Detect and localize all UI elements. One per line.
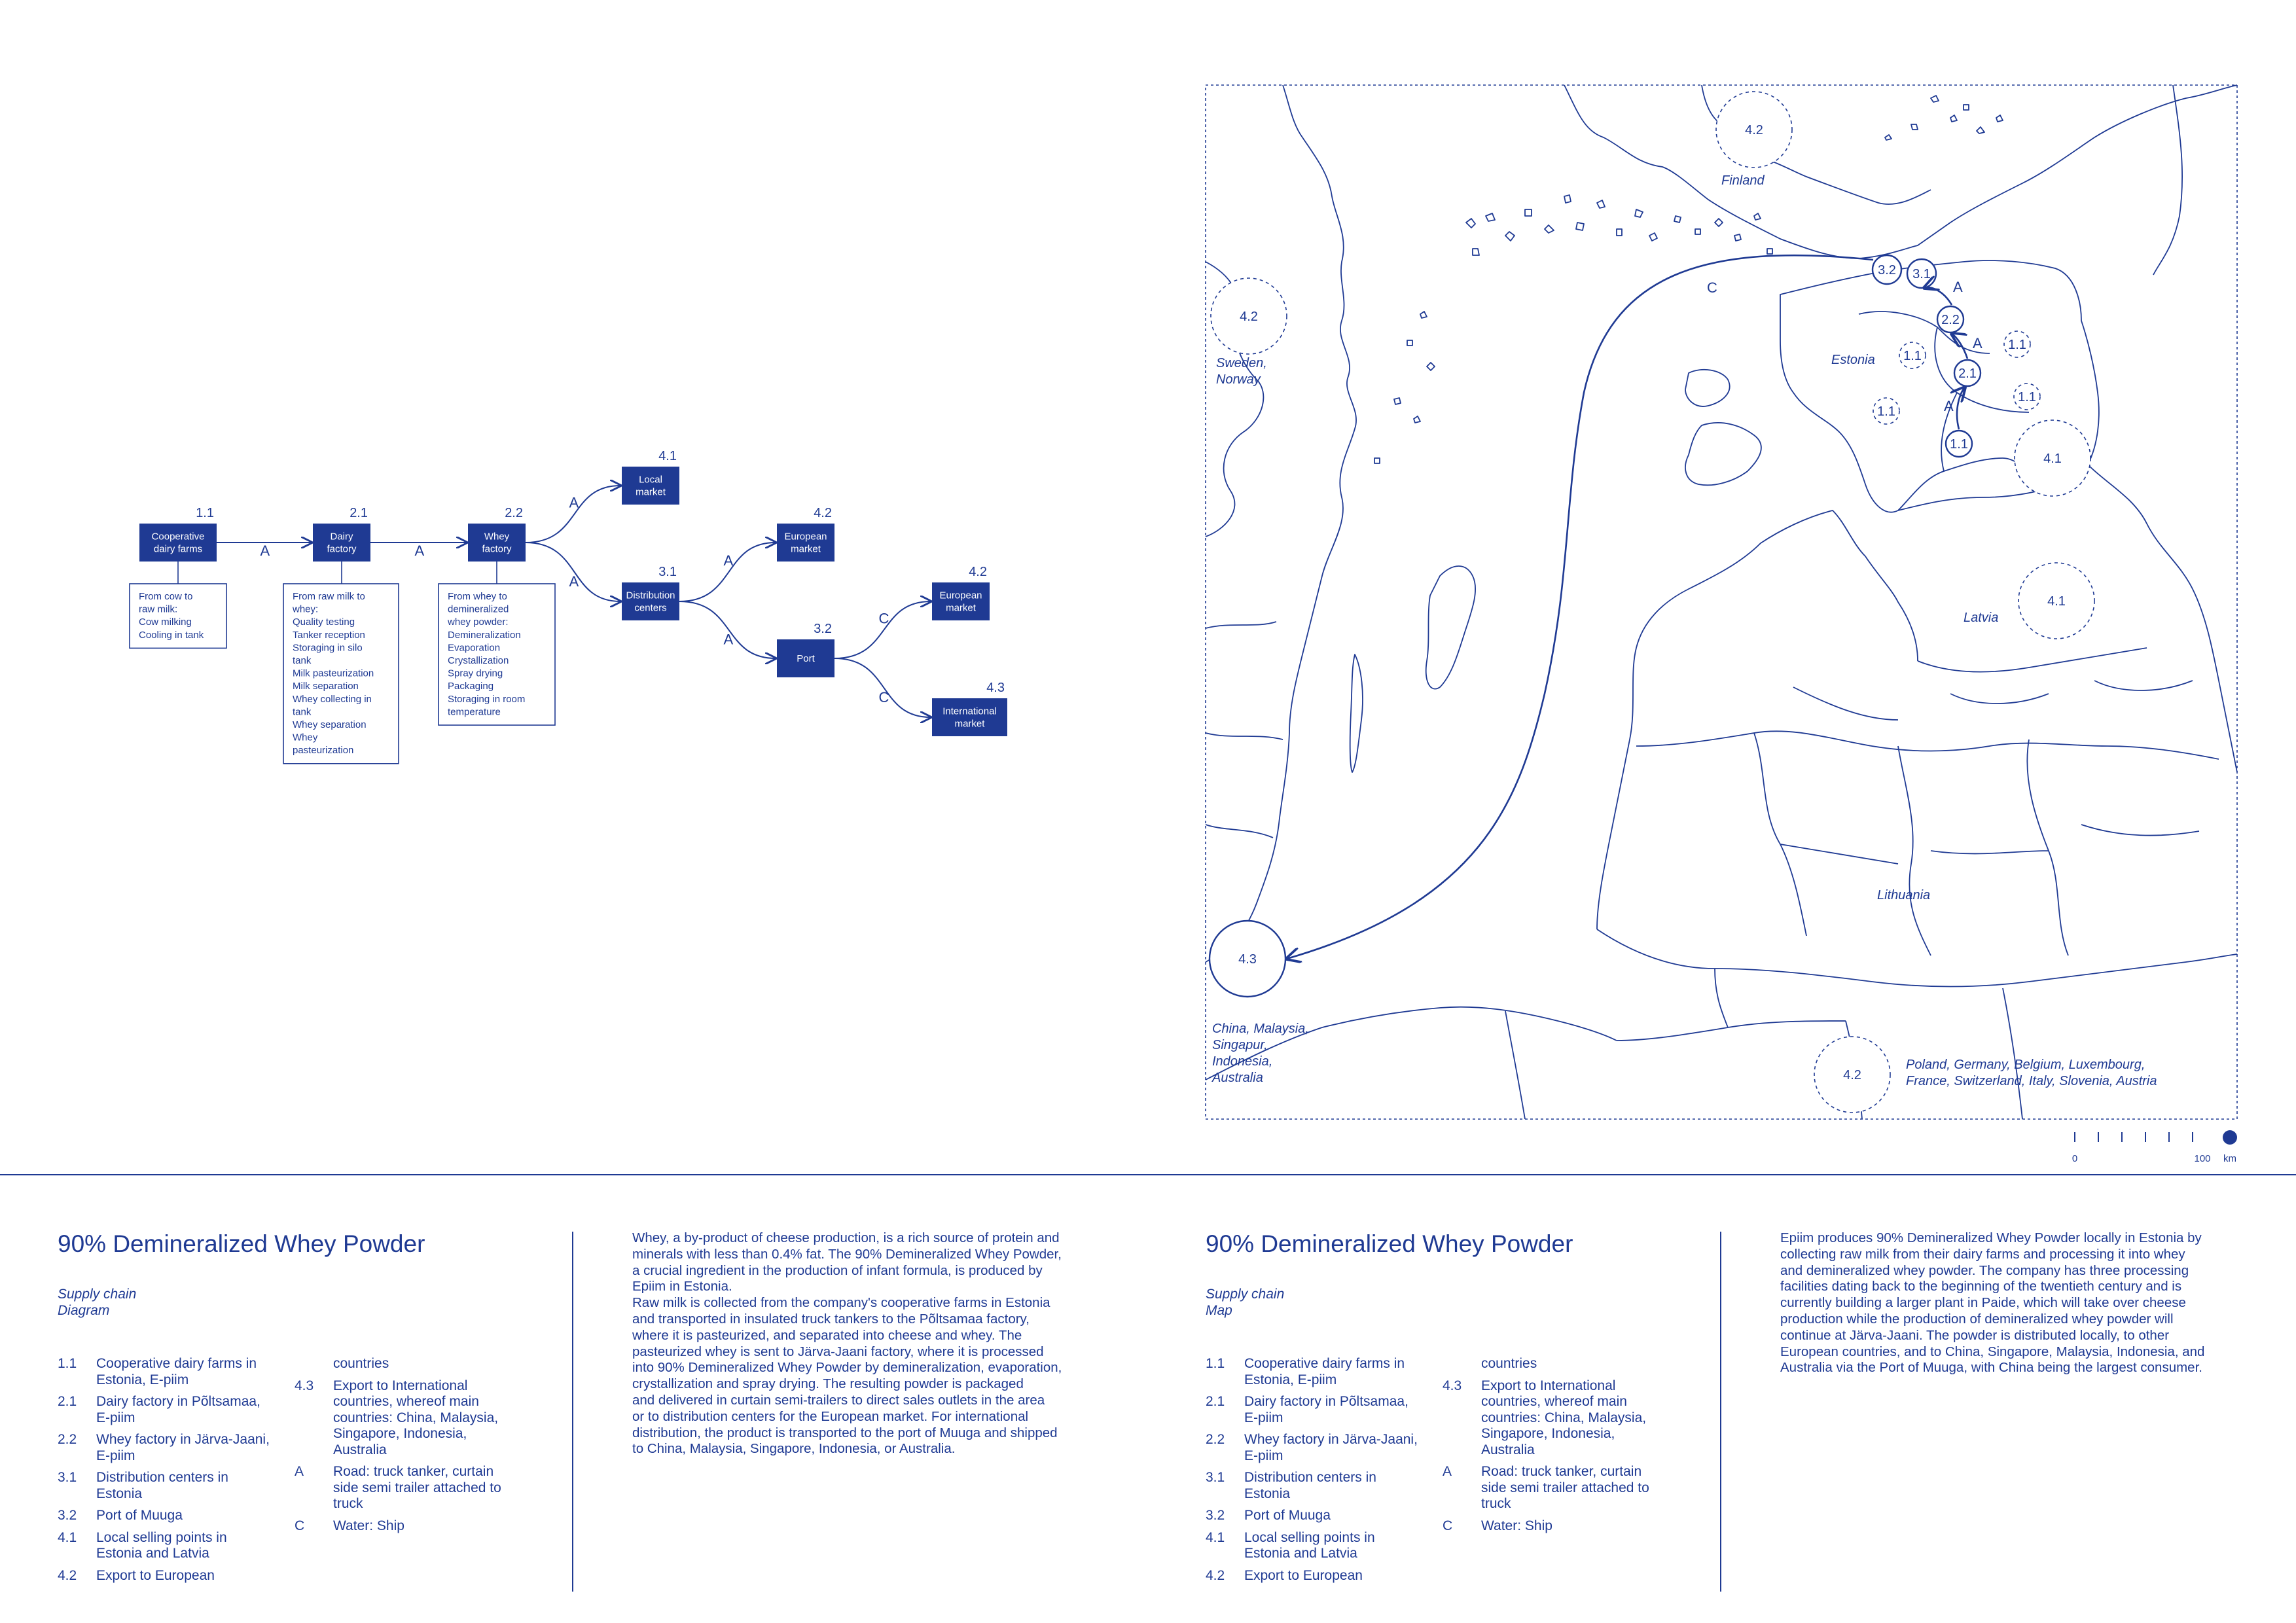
- map-marker-4-3: [1210, 921, 1285, 997]
- marker-number: 1.1: [1903, 349, 1922, 363]
- diagram-edge-3-1-to-3-2: [679, 601, 776, 658]
- node-label: centers: [634, 602, 667, 614]
- map-labels: [1211, 173, 2157, 1088]
- map-country-label: China, Malaysia,: [1212, 1022, 1309, 1036]
- legend-item: [58, 1508, 293, 1524]
- scale-unit-label: km: [2223, 1153, 2236, 1164]
- edge-label: A: [260, 543, 270, 559]
- node-number: 4.2: [814, 506, 832, 520]
- description-line: Crystallization: [448, 655, 509, 666]
- description-line: Demineralization: [448, 629, 521, 641]
- map-routes: [1287, 255, 1982, 959]
- edge-label: C: [878, 610, 889, 627]
- description-line: From cow to: [139, 591, 193, 602]
- map-marker-1-1: [1899, 342, 1926, 368]
- map-country-label: Indonesia,: [1212, 1054, 1273, 1069]
- diagram-edge-2-2-to-3-1: [526, 543, 620, 601]
- legend-item: [1206, 1470, 1441, 1502]
- description-line: tank: [293, 706, 312, 718]
- node-label: dairy farms: [153, 543, 203, 555]
- legend-value: Distribution centers in Estonia: [1244, 1470, 1376, 1501]
- legend-value: Port of Muuga: [1244, 1508, 1331, 1523]
- left-description-paragraph: Whey, a by-product of cheese production, is a rich source of protein and minerals with less than 0.4% fat. The 90% Demineralized Whey Powder, a crucial ingredient in the production of infant formula, is produced by Epiim in Estonia. Raw milk is collected from the company's cooperative farms in Estonia and transported in insulated truck tankers to the Põltsamaa factory, where it is pasteurized, and separated into cheese and whey. The pasteurized whey is sent to Järva-Jaani factory, where it is processed into 90% Demineralized Whey Powder by demineralization, evaporation, crystallization and spray drying. The resulting powder is packaged and delivered in curtain semi-trailers to direct sales outlets in the area or to distribution centers for the European market. For international distribution, the product is transported to the port of Muuga and shipped to China, Malaysia, Singapore, Indonesia, or Australia.: [632, 1230, 1062, 1457]
- coastline-finland: [1564, 85, 2237, 259]
- right-subtitle: Supply chain Map: [1206, 1287, 1285, 1318]
- node-label: Port: [797, 653, 815, 664]
- right-description-paragraph: Epiim produces 90% Demineralized Whey Powder locally in Estonia by collecting raw milk from their dairy farms and processing it into whey and demineralized whey powder. The company has three processing facilities dating back to the beginning of the twentieth century and is currently building a larger plant in Paide, which will take over cheese production while the production of demineralized whey powder will continue at Järva-Jaani. The powder is distributed locally, to other European countries, and to China, Singapore, Malaysia, Indonesia, and Australia via the Port of Muuga, with China being the largest consumer.: [1780, 1230, 2205, 1376]
- map-country-label: Latvia: [1964, 611, 1999, 625]
- legend-value: Cooperative dairy farms in Estonia, E-piim: [96, 1356, 257, 1387]
- map-marker-1-1: [2004, 331, 2030, 357]
- node-label: Local: [639, 474, 662, 486]
- legend-key: 3.1: [58, 1470, 77, 1485]
- edge-line: [679, 601, 776, 658]
- edge-label: A: [723, 552, 734, 569]
- map-country-label: France, Switzerland, Italy, Slovenia, Austria: [1906, 1074, 2157, 1088]
- node-box: [932, 698, 1007, 736]
- legend-key: 4.1: [1206, 1529, 1225, 1545]
- border-finland-russia: [2153, 85, 2182, 275]
- route-label: A: [1973, 335, 1982, 351]
- legend-item: [1206, 1356, 1441, 1388]
- legend-value: Local selling points in Estonia and Latvia: [1244, 1529, 1375, 1561]
- island-saaremaa: [1685, 423, 1761, 485]
- marker-number: 4.2: [1240, 310, 1258, 324]
- diagram-edge-2-2-to-4-1: [526, 486, 620, 543]
- legend-key: 1.1: [1206, 1356, 1225, 1371]
- map-marker-4-2: [1814, 1037, 1890, 1113]
- description-line: whey powder:: [448, 616, 509, 628]
- border-latvia-lithuania: [1636, 731, 2219, 759]
- diagram-node-3-2: [777, 622, 834, 677]
- node-box: [313, 524, 370, 562]
- map-marker-3-1: [1907, 259, 1936, 288]
- legend-item: [58, 1470, 293, 1502]
- node-number: 4.1: [658, 449, 677, 463]
- legend-key: 4.2: [1206, 1567, 1225, 1583]
- description-line: Quality testing: [293, 616, 355, 628]
- diagram-node-4-1: [622, 449, 679, 505]
- sweden-internal: [1206, 622, 1283, 838]
- diagram-edge-2-1-to-2-2: [370, 543, 467, 559]
- legend-key: 1.1: [58, 1356, 77, 1371]
- bottom-divider-rule: [0, 1174, 2296, 1175]
- node-number: 2.2: [505, 506, 523, 520]
- map-markers: [1210, 92, 2094, 1113]
- diagram-node-1-1: [139, 506, 217, 562]
- border-lithuania-south: [1597, 929, 2237, 987]
- legend-item: [58, 1568, 293, 1584]
- edge-label: A: [569, 494, 579, 511]
- marker-number: 2.2: [1941, 313, 1960, 327]
- description-line: raw milk:: [139, 603, 178, 615]
- description-line: Milk pasteurization: [293, 668, 374, 679]
- map-country-label: Sweden,: [1216, 356, 1267, 370]
- legend-key: [1443, 1356, 1481, 1372]
- map-country-label: Estonia: [1831, 353, 1875, 367]
- legend-item: [58, 1394, 293, 1426]
- node-label: factory: [327, 543, 357, 555]
- scale-end-label: 100: [2194, 1153, 2211, 1164]
- legend-value: Export to European: [96, 1567, 215, 1583]
- node-label: market: [954, 718, 985, 730]
- left-legend-column-1: [58, 1356, 293, 1590]
- description-line: Whey: [293, 732, 318, 743]
- legend-key: 2.2: [58, 1432, 77, 1447]
- marker-number: 4.1: [2047, 594, 2066, 609]
- legend-value: Whey factory in Järva-Jaani, E-piim: [96, 1432, 270, 1463]
- map-country-label: Singapur,: [1212, 1038, 1268, 1052]
- islands-finnish-coast: [1885, 96, 2003, 140]
- edge-label: A: [723, 631, 734, 648]
- description-1-1: [130, 562, 226, 648]
- node-number: 3.2: [814, 622, 832, 636]
- legend-key: C: [295, 1518, 305, 1533]
- marker-number: 4.2: [1843, 1068, 1861, 1082]
- legend-item: [1206, 1568, 1441, 1584]
- node-box: [622, 582, 679, 620]
- legend-item: [295, 1518, 530, 1535]
- legend-key: 4.2: [58, 1567, 77, 1583]
- diagram-node-2-2: [468, 506, 526, 562]
- marker-number: 3.1: [1912, 267, 1931, 281]
- left-title: 90% Demineralized Whey Powder: [58, 1230, 425, 1257]
- legend-value: Export to International countries, whereof main countries: China, Malaysia, Singapore, Indonesia, Australia: [1481, 1378, 1647, 1457]
- description-2-2: [439, 562, 555, 725]
- islands-swedish-coast: [1374, 312, 1435, 463]
- legend-item: [58, 1356, 293, 1388]
- marker-number: 1.1: [2008, 338, 2026, 352]
- left-subtitle: Supply chain Diagram: [58, 1287, 137, 1318]
- supply-chain-diagram: [130, 449, 1007, 764]
- legend-item: [1206, 1432, 1441, 1464]
- diagram-edge-3-2-to-4-3: [834, 658, 931, 717]
- description-line: Cow milking: [139, 616, 192, 628]
- marker-number: 1.1: [1950, 437, 1968, 452]
- edge-label: A: [569, 573, 579, 590]
- node-label: International: [942, 705, 997, 717]
- diagram-node-4-2a: [777, 506, 834, 562]
- column-divider-1: [572, 1232, 573, 1592]
- map-marker-4-2: [1716, 92, 1792, 168]
- node-box: [139, 524, 217, 562]
- border-latvia-russia: [2088, 465, 2237, 772]
- node-number: 4.2: [969, 565, 987, 579]
- right-title: 90% Demineralized Whey Powder: [1206, 1230, 1573, 1257]
- legend-value: Export to European: [1244, 1567, 1363, 1583]
- legend-item: [295, 1378, 530, 1459]
- legend-key: 2.1: [1206, 1394, 1225, 1409]
- legend-key: 3.2: [58, 1508, 77, 1523]
- route-label: C: [1707, 279, 1717, 296]
- legend-value: Distribution centers in Estonia: [96, 1470, 228, 1501]
- legend-key: 2.1: [58, 1394, 77, 1409]
- legend-key: 4.3: [295, 1378, 314, 1393]
- node-number: 1.1: [196, 506, 214, 520]
- legend-value: Road: truck tanker, curtain side semi trailer attached to truck: [333, 1464, 501, 1511]
- description-line: Storaging in room: [448, 693, 526, 705]
- column-divider-2: [1720, 1232, 1721, 1592]
- map-country-label: Norway: [1216, 372, 1261, 387]
- description-line: Milk separation: [293, 681, 359, 692]
- description-line: Tanker reception: [293, 629, 365, 641]
- edge-line: [526, 543, 620, 601]
- latvia-internal: [1793, 648, 2193, 720]
- map-marker-4-2: [1211, 278, 1287, 354]
- marker-number: 4.2: [1745, 123, 1763, 137]
- node-label: Distribution: [626, 590, 675, 601]
- legend-value: countries: [1481, 1356, 1537, 1371]
- supply-chain-map: [1206, 85, 2237, 1164]
- island-gotland: [1426, 566, 1475, 689]
- map-marker-2-1: [1954, 360, 1981, 386]
- node-label: market: [791, 543, 821, 555]
- coastline-sweden: [1206, 85, 1356, 962]
- node-box: [622, 467, 679, 505]
- map-country-label: Finland: [1721, 173, 1765, 188]
- diagram-edge-3-1-to-4-2a: [679, 543, 776, 601]
- description-line: Packaging: [448, 681, 494, 692]
- map-route-road-3: [1924, 287, 1952, 305]
- diagram-node-2-1: [313, 506, 370, 562]
- scale-end-marker: [2223, 1130, 2237, 1145]
- legend-value: Port of Muuga: [96, 1508, 183, 1523]
- description-line: demineralized: [448, 603, 509, 615]
- node-label: factory: [482, 543, 512, 555]
- legend-value: Cooperative dairy farms in Estonia, E-piim: [1244, 1356, 1405, 1387]
- map-marker-1-1: [2014, 383, 2040, 410]
- legend-key: 3.2: [1206, 1508, 1225, 1523]
- diagram-node-4-2b: [932, 565, 990, 620]
- node-label: Cooperative: [151, 531, 205, 543]
- node-number: 3.1: [658, 565, 677, 579]
- map-marker-3-2: [1873, 255, 1901, 284]
- node-number: 4.3: [986, 681, 1005, 695]
- marker-number: 1.1: [1877, 404, 1895, 419]
- right-legend-column-1: [1206, 1356, 1441, 1590]
- node-label: Dairy: [330, 531, 353, 543]
- map-marker-2-2: [1937, 306, 1964, 332]
- diagram-descriptions: [130, 562, 555, 764]
- description-line: pasteurization: [293, 745, 354, 757]
- map-marker-4-1: [2015, 420, 2090, 496]
- legend-value: Water: Ship: [1481, 1518, 1552, 1533]
- coastline-latvia: [1597, 510, 1918, 929]
- description-line: Spray drying: [448, 668, 503, 679]
- node-label: market: [636, 486, 666, 498]
- node-label: market: [946, 602, 976, 614]
- description-line: Evaporation: [448, 642, 501, 654]
- description-line: Whey separation: [293, 719, 367, 730]
- map-scale-bar: [2072, 1130, 2237, 1164]
- marker-number: 1.1: [2018, 390, 2036, 404]
- legend-value: Local selling points in Estonia and Latvia: [96, 1529, 227, 1561]
- legend-value: Whey factory in Järva-Jaani, E-piim: [1244, 1432, 1418, 1463]
- description-line: From raw milk to: [293, 591, 365, 602]
- legend-value: Dairy factory in Põltsamaa, E-piim: [1244, 1394, 1408, 1425]
- edge-line: [679, 543, 776, 601]
- description-line: whey:: [293, 603, 319, 615]
- legend-key: A: [295, 1464, 304, 1479]
- description-line: tank: [293, 655, 312, 666]
- legend-item: [1443, 1518, 1678, 1535]
- legend-key: 4.1: [58, 1529, 77, 1545]
- edge-line: [834, 658, 931, 717]
- marker-number: 4.3: [1238, 952, 1257, 967]
- description-line: From whey to: [448, 591, 507, 602]
- legend-key: 4.3: [1443, 1378, 1462, 1393]
- islands-aland: [1466, 195, 1772, 255]
- legend-key: 2.2: [1206, 1432, 1225, 1447]
- marker-number: 4.1: [2043, 452, 2062, 466]
- right-legend-column-2: [1443, 1356, 1678, 1540]
- diagram-nodes: [139, 449, 1007, 736]
- node-number: 2.1: [350, 506, 368, 520]
- description-line: temperature: [448, 706, 501, 718]
- legend-item: [295, 1464, 530, 1512]
- node-box: [468, 524, 526, 562]
- map-country-label: Lithuania: [1877, 888, 1931, 902]
- legend-key: [295, 1356, 333, 1372]
- map-country-label: Australia: [1212, 1071, 1263, 1085]
- diagram-edge-1-1-to-2-1: [217, 543, 312, 559]
- node-box: [777, 524, 834, 562]
- lithuania-internal: [1754, 733, 2199, 955]
- legend-item: [58, 1530, 293, 1562]
- estonia-internal: [1859, 312, 2029, 471]
- description-line: Storaging in silo: [293, 642, 363, 654]
- border-poland-internal: [1505, 969, 2022, 1119]
- map-marker-1-1: [1873, 398, 1899, 424]
- scale-start-label: 0: [2072, 1153, 2078, 1164]
- marker-number: 3.2: [1878, 263, 1896, 277]
- diagram-edge-3-2-to-4-2b: [834, 601, 931, 658]
- legend-key: 3.1: [1206, 1470, 1225, 1485]
- map-route-ship: [1287, 255, 1873, 959]
- legend-item: [58, 1432, 293, 1464]
- diagram-node-4-3: [932, 681, 1007, 736]
- legend-value: Water: Ship: [333, 1518, 404, 1533]
- route-label: A: [1944, 398, 1954, 414]
- island-hiiumaa: [1685, 370, 1730, 406]
- island-oland: [1350, 654, 1363, 772]
- edge-label: C: [878, 689, 889, 705]
- legend-item: [1443, 1464, 1678, 1512]
- legend-value: Dairy factory in Põltsamaa, E-piim: [96, 1394, 260, 1425]
- node-box: [932, 582, 990, 620]
- legend-item: [1443, 1356, 1678, 1372]
- diagram-node-3-1: [622, 565, 679, 620]
- legend-item: [1443, 1378, 1678, 1459]
- map-country-label: Poland, Germany, Belgium, Luxembourg,: [1906, 1058, 2145, 1072]
- node-label: European: [784, 531, 827, 543]
- description-line: Whey collecting in: [293, 693, 372, 705]
- node-label: Whey: [484, 531, 510, 543]
- map-marker-4-1: [2018, 563, 2094, 639]
- legend-value: countries: [333, 1356, 389, 1371]
- route-label: A: [1953, 279, 1963, 295]
- legend-key: A: [1443, 1464, 1452, 1479]
- edge-label: A: [414, 543, 425, 559]
- marker-number: 2.1: [1958, 366, 1977, 381]
- map-marker-1-1: [1946, 431, 1972, 457]
- legend-item: [295, 1356, 530, 1372]
- legend-item: [1206, 1394, 1441, 1426]
- node-label: European: [939, 590, 982, 601]
- legend-item: [1206, 1530, 1441, 1562]
- left-legend-column-2: [295, 1356, 530, 1540]
- description-2-1: [283, 562, 399, 764]
- legend-item: [1206, 1508, 1441, 1524]
- legend-key: C: [1443, 1518, 1453, 1533]
- description-line: Cooling in tank: [139, 629, 204, 641]
- legend-value: Road: truck tanker, curtain side semi trailer attached to truck: [1481, 1464, 1649, 1511]
- legend-value: Export to International countries, whereof main countries: China, Malaysia, Singapore, Indonesia, Australia: [333, 1378, 499, 1457]
